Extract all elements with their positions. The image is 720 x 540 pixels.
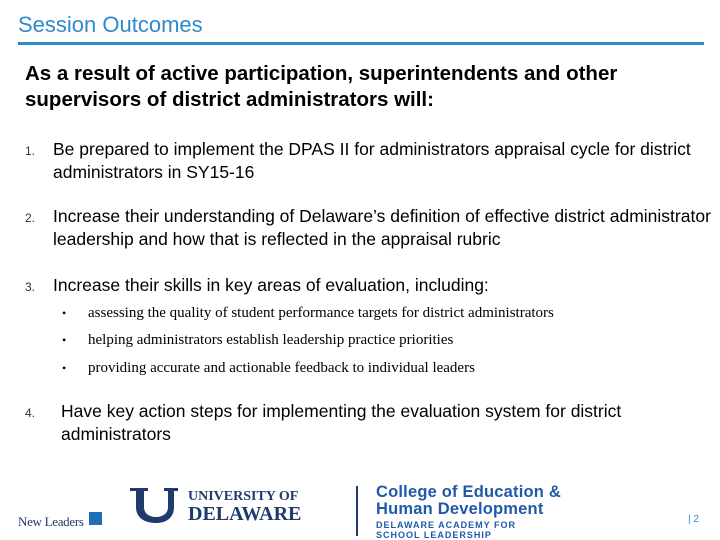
footer	[0, 478, 720, 540]
academy-line1: DELAWARE ACADEMY FOR	[376, 520, 517, 530]
academy-line2: SCHOOL LEADERSHIP	[376, 530, 492, 540]
bullet: •	[62, 361, 67, 375]
college-line2: Human Development	[376, 500, 544, 518]
sub-item-text: providing accurate and actionable feedback to individual leaders	[88, 360, 475, 376]
sub-item-text: assessing the quality of student performance targets for district administrators	[88, 305, 554, 321]
item-number: 2.	[25, 211, 36, 225]
new-leaders-logo: New Leaders	[18, 514, 84, 529]
ud-monogram-icon	[130, 488, 178, 523]
bullet: •	[62, 306, 67, 320]
item-text: Be prepared to implement the DPAS II for administrators appraisal cycle for district administrators in SY15-16	[53, 139, 691, 182]
academy-name	[376, 520, 516, 540]
new-leaders-icon	[89, 512, 102, 525]
item-text: Increase their skills in key areas of evaluation, including:	[53, 275, 489, 295]
university-line1: UNIVERSITY OF	[188, 489, 299, 504]
item-text: Have key action steps for implementing the evaluation system for district administrators	[61, 401, 622, 444]
page-number: | 2	[688, 514, 699, 525]
item-number: 3.	[25, 280, 36, 294]
university-line2: DELAWARE	[188, 503, 302, 525]
item-text: Increase their understanding of Delaware’s definition of effective district administrator leadership and how that is reflected in the appraisal rubric	[53, 206, 711, 249]
bullet: •	[62, 333, 67, 347]
item-number: 4.	[25, 406, 36, 420]
slide-title: Session Outcomes	[18, 12, 203, 37]
title-rule	[18, 42, 704, 45]
college-name	[376, 484, 561, 518]
sub-item-text: helping administrators establish leadership practice priorities	[88, 332, 454, 348]
footer-divider	[356, 486, 358, 536]
intro-text: As a result of active participation, superintendents and other supervisors of district administrators will:	[25, 62, 618, 111]
item-number: 1.	[25, 144, 36, 158]
college-line1: College of Education &	[376, 483, 561, 501]
university-of-delaware-logo	[126, 484, 346, 528]
